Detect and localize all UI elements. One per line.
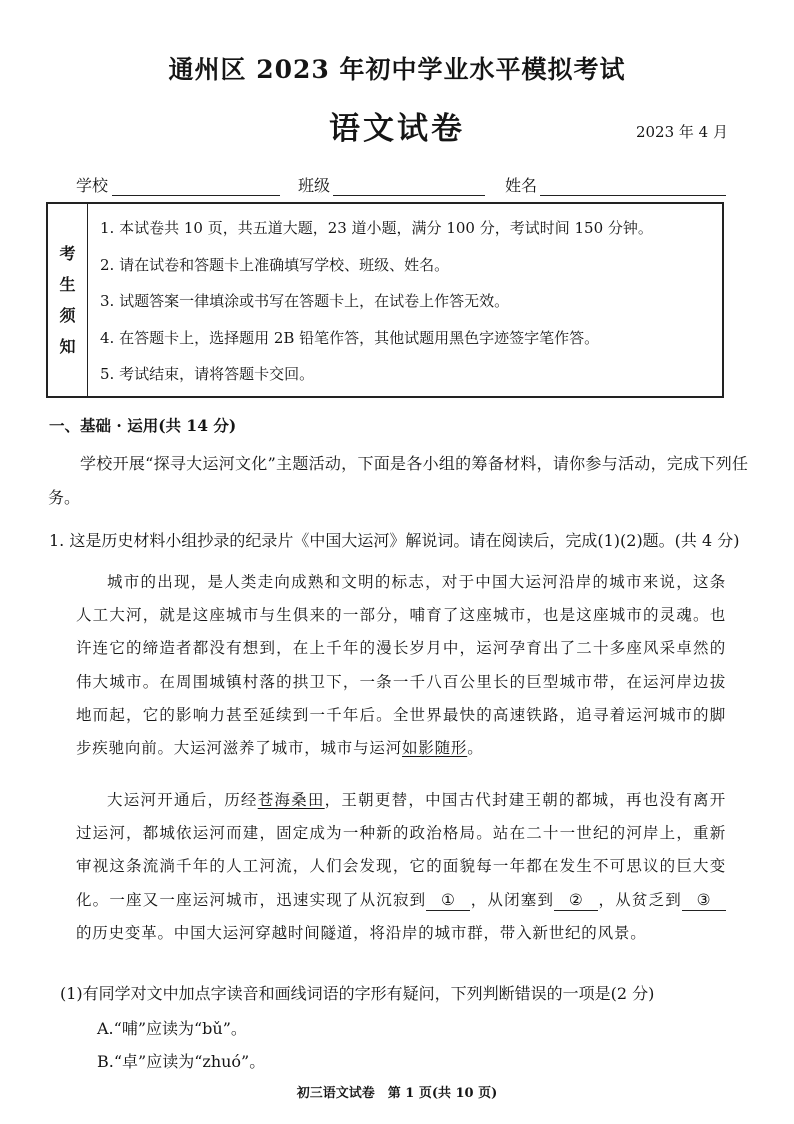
notice-item: 3. 试题答案一律填涂或书写在答题卡上，在试卷上作答无效。 [100, 292, 510, 310]
question-1-stem: 1. 这是历史材料小组抄录的纪录片《中国大运河》解说词。请在阅读后，完成(1)(2)题。(共 4 分) [49, 531, 740, 550]
exam-notice-box [46, 202, 724, 398]
option-b: B.“卓”应读为“zhuó”。 [97, 1052, 266, 1071]
class-label: 班级 [298, 176, 331, 195]
notice-side-char: 生 [59, 275, 76, 294]
passage-text: 。 [467, 739, 484, 758]
school-field[interactable] [112, 195, 280, 196]
underlined-phrase: 如影随形 [402, 739, 468, 758]
exam-subtitle: 语文试卷 [329, 111, 465, 147]
name-label: 姓名 [505, 176, 538, 195]
notice-item: 2. 请在试卷和答题卡上准确填写学校、班级、姓名。 [100, 255, 450, 274]
section-intro: 学校开展“探寻大运河文化”主题活动，下面是各小组的筹备材料，请你参与活动，完成下列任务。 [48, 454, 748, 507]
notice-item: 5. 考试结束，请将答题卡交回。 [100, 365, 315, 383]
student-info-row [76, 173, 726, 199]
passage-paragraph-2 [76, 784, 726, 950]
notice-item: 4. 在答题卡上，选择题用 2B 铅笔作答，其他试题用黑色字迹签字笔作答。 [100, 328, 600, 347]
notice-list [100, 218, 653, 401]
blank-3[interactable]: ③ [682, 890, 726, 911]
notice-side-char: 知 [59, 337, 76, 356]
underlined-phrase: 苍海桑田 [257, 791, 325, 809]
notice-side-label [48, 204, 88, 396]
blank-2[interactable]: ② [554, 890, 598, 911]
notice-side-char: 考 [59, 244, 76, 263]
passage-text: ，王朝更替，中国古代封建王朝的都城，再也没有离开过运河，都城依运河而建，固定成为一种新的政治格局。站在二十一世纪的河岸上，重新审视这条流淌千年的人工河流，人们会发现，它的面貌每一年都在发生不可思议的巨大变化。一座又一座运河城市，迅速实现了从沉寂到 [76, 791, 727, 909]
name-field[interactable] [540, 195, 726, 196]
exam-title: 通州区 2023 年初中学业水平模拟考试 [168, 55, 626, 84]
passage-text: ，从闭塞到 [470, 890, 555, 909]
page-footer: 初三语文试卷 第 1 页(共 10 页) [296, 1086, 498, 1101]
exam-date: 2023 年 4 月 [635, 123, 728, 141]
passage-text: ，从贫乏到 [598, 890, 682, 909]
option-a: A.“哺”应读为“bǔ”。 [97, 1019, 247, 1038]
section-heading: 一、基础 · 运用(共 14 分) [49, 416, 237, 435]
school-label: 学校 [76, 176, 109, 195]
passage-text: 城市的出现，是人类走向成熟和文明的标志，对于中国大运河沿岸的城市来说，这条人工大河，就是这座城市与生俱来的一部分，哺育了这座城市，也是这座城市的灵魂。也许连它的缔造者都没有想到，在上千年的漫长岁月中，运河孕育出了二十多座风采卓然的伟大城市。在周围城镇村落的拱卫下，一条一千八百公里长的巨型城市带，在运河岸边拔地而起，它的影响力甚至延续到一千年后。全世界最快的高速铁路，追寻着运河城市的脚步疾驰向前。大运河滋养了城市，城市与运河 [76, 573, 726, 758]
passage-text: 大运河开通后，历经 [107, 791, 258, 809]
notice-side-char: 须 [59, 306, 76, 325]
blank-1[interactable]: ① [426, 890, 470, 911]
notice-item: 1. 本试卷共 10 页，共五道大题，23 道小题，满分 100 分，考试时间 150 分钟。 [100, 219, 653, 237]
subquestion-1: (1)有同学对文中加点字读音和画线词语的字形有疑问，下列判断错误的一项是(2 分) [60, 984, 655, 1003]
class-field[interactable] [333, 195, 485, 196]
passage-text: 的历史变革。中国大运河穿越时间隧道，将沿岸的城市群，带入新世纪的风景。 [76, 923, 647, 942]
passage-paragraph-1 [76, 566, 726, 765]
